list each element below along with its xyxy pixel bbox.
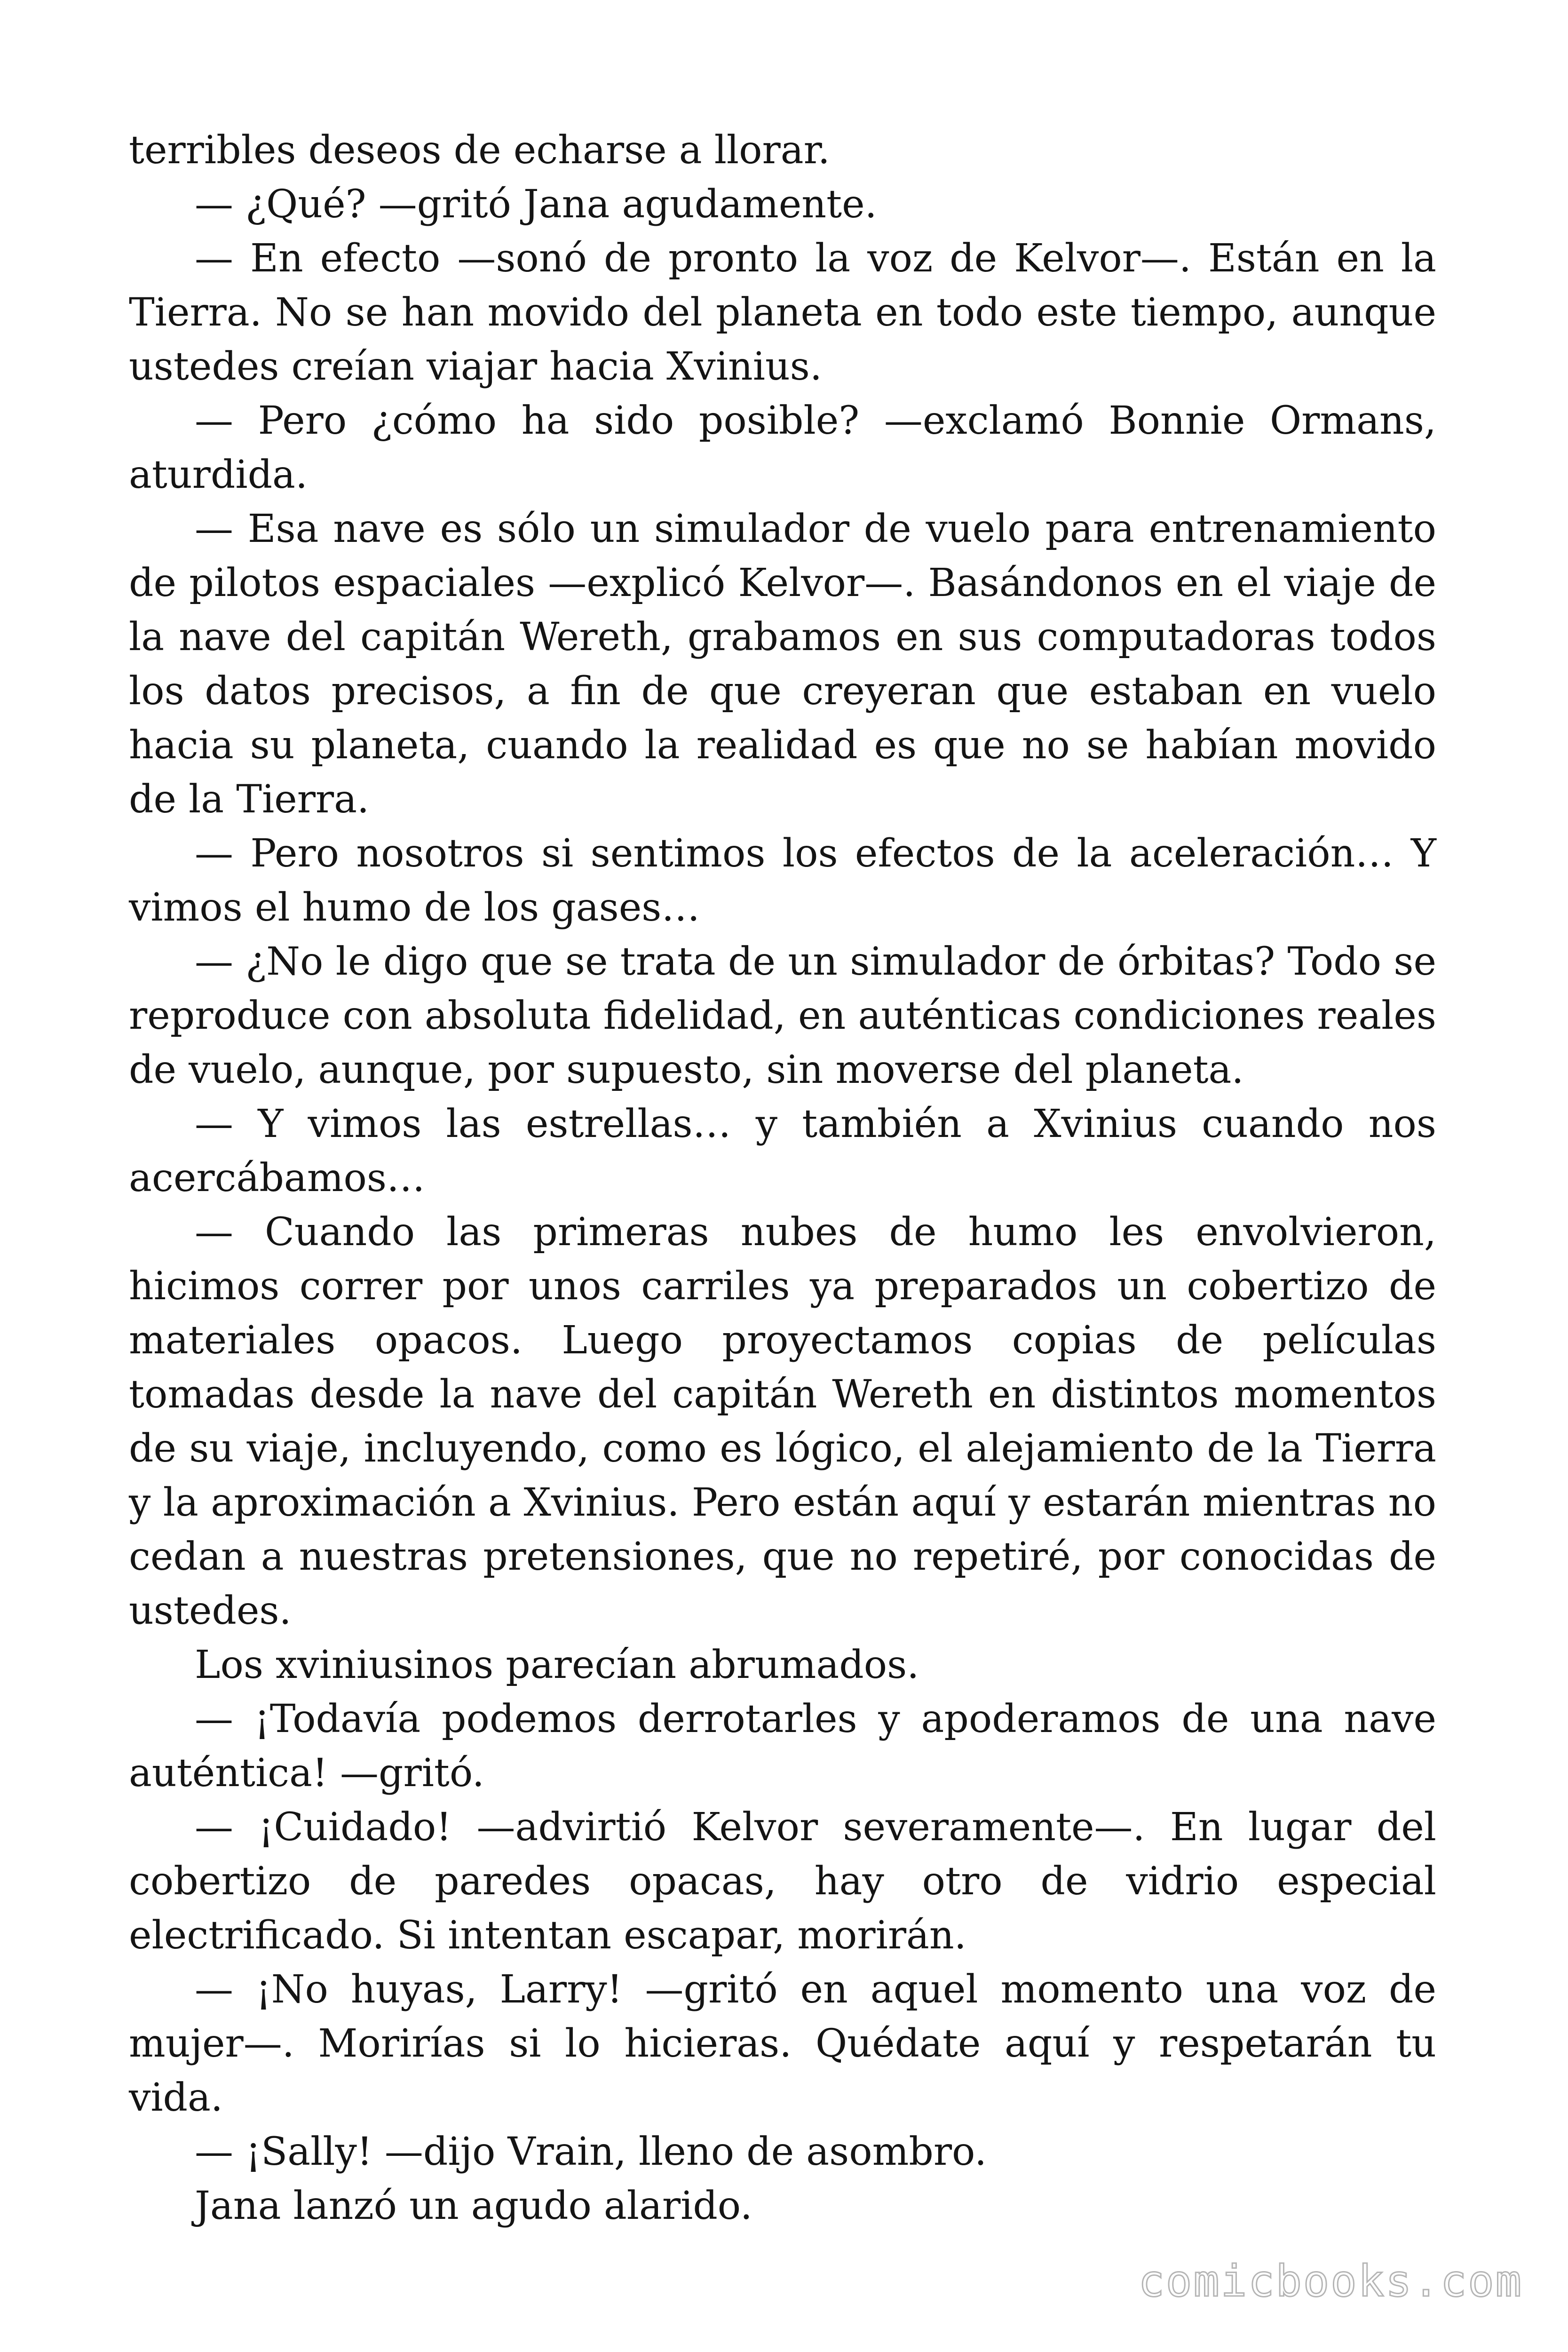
page-text [129,123,1436,2233]
paragraph: — Pero ¿cómo ha sido posible? —exclamó Bonnie Ormans, aturdida. [129,398,1436,497]
paragraph: — ¿No le digo que se trata de un simulador de órbitas? Todo se reproduce con absoluta fidelidad, en auténticas condiciones reales de vuelo, aunque, por supuesto, sin moverse del planeta. [129,939,1436,1092]
paragraph: — Y vimos las estrellas… y también a Xvinius cuando nos acercábamos… [129,1102,1436,1200]
paragraph: terribles deseos de echarse a llorar. [129,128,830,173]
paragraph: Los xviniusinos parecían abrumados. [195,1643,919,1687]
paragraph: — ¡Todavía podemos derrotarles y apoderamos de una nave auténtica! —gritó. [129,1697,1436,1796]
paragraph: — Pero nosotros si sentimos los efectos de la aceleración… Y vimos el humo de los gases… [129,831,1436,930]
paragraph: — En efecto —sonó de pronto la voz de Kelvor—. Están en la Tierra. No se han movido del planeta en todo este tiempo, aunque ustedes creían viajar hacia Xvinius. [129,236,1436,389]
paragraph: — ¡No huyas, Larry! —gritó en aquel momento una voz de mujer—. Morirías si lo hicieras. Quédate aquí y respetarán tu vida. [129,1967,1436,2120]
paragraph: — ¡Cuidado! —advirtió Kelvor severamente—. En lugar del cobertizo de paredes opacas, hay otro de vidrio especial electrificado. Si intentan escapar, morirán. [129,1805,1436,1958]
watermark: comicbooks.com [1138,2256,1523,2306]
paragraph: — ¿Qué? —gritó Jana agudamente. [195,182,877,227]
paragraph: — Cuando las primeras nubes de humo les envolvieron, hicimos correr por unos carriles ya preparados un cobertizo de materiales opacos. Luego proyectamos copias de películas tomadas desde la nave del capitán Wereth en distintos momentos de su viaje, incluyendo, como es lógico, el alejamiento de la Tierra y la aproximación a Xvinius. Pero están aquí y estarán mientras no cedan a nuestras pretensiones, que no repetiré, por conocidas de ustedes. [129,1210,1436,1633]
paragraph: — ¡Sally! —dijo Vrain, lleno de asombro. [195,2130,987,2174]
paragraph: Jana lanzó un agudo alarido. [195,2184,752,2228]
paragraph: — Esa nave es sólo un simulador de vuelo para entrenamiento de pilotos espaciales —explicó Kelvor—. Basándonos en el viaje de la nave del capitán Wereth, grabamos en sus computadoras todos los datos precisos, a fin de que creyeran que estaban en vuelo hacia su planeta, cuando la realidad es que no se habían movido de la Tierra. [129,507,1436,822]
